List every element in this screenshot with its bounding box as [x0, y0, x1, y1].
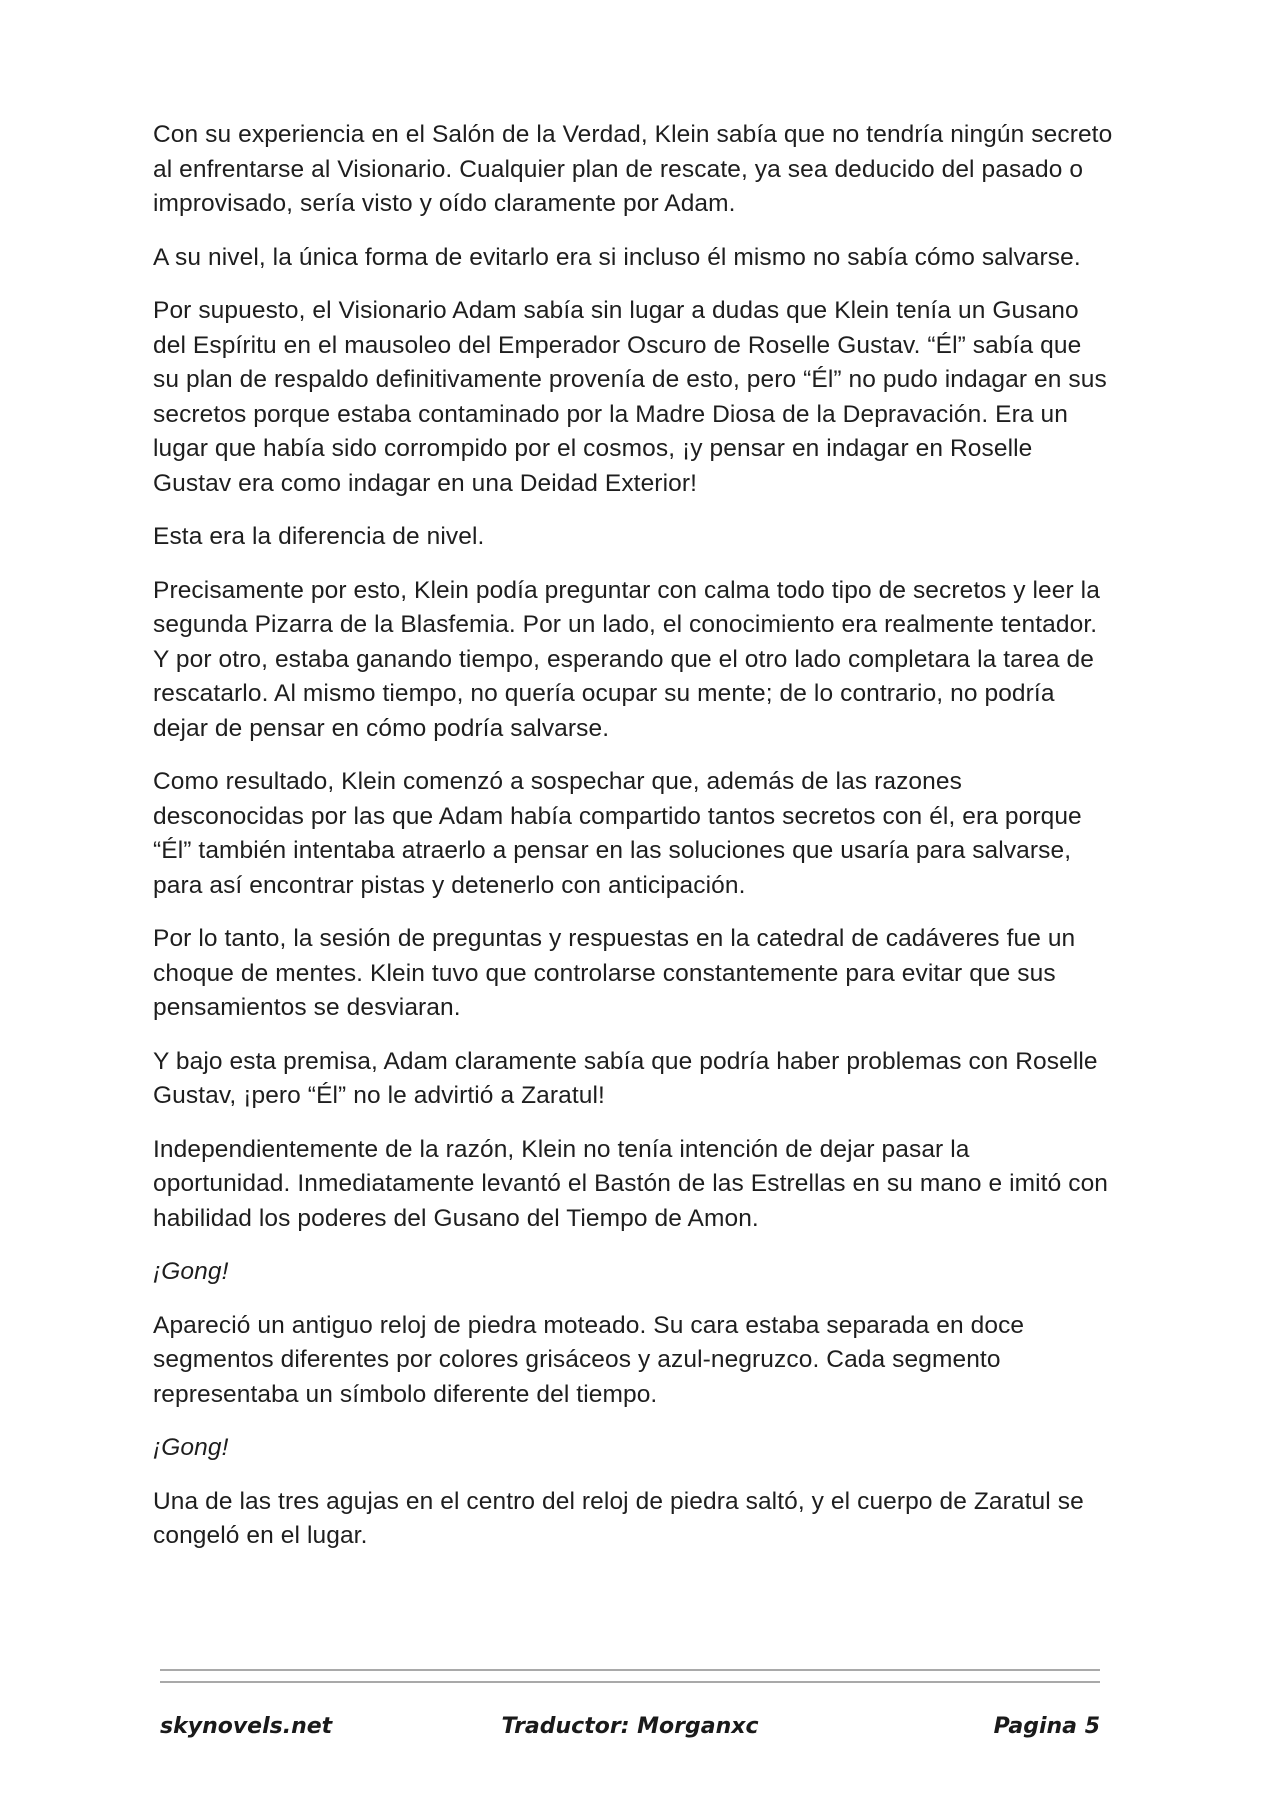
footer-divider-bottom: [160, 1681, 1100, 1683]
paragraph-7: Por lo tanto, la sesión de preguntas y respuestas en la catedral de cadáveres fue un choque de mentes. Klein tuvo que controlarse constantemente para evitar que sus pensamientos se desviaran.: [153, 925, 1076, 1021]
paragraph-5: Precisamente por esto, Klein podía preguntar con calma todo tipo de secretos y leer la segunda Pizarra de la Blasfemia. Por un lado, el conocimiento era realmente tentador. Y por otro, estaba ganando tiempo, esperando que el otro lado completara la tarea de rescatarlo. Al mismo tiempo, no quería ocupar su mente; de lo contrario, no podría dejar de pensar en cómo podría salvarse.: [153, 576, 1100, 742]
paragraph-2: A su nivel, la única forma de evitarlo era si incluso él mismo no sabía cómo salvarse.: [153, 243, 1081, 271]
paragraph-1: Con su experiencia en el Salón de la Verdad, Klein sabía que no tendría ningún secreto al enfrentarse al Visionario. Cualquier plan de rescate, ya sea deducido del pasado o improvisado, sería visto y oído claramente por Adam.: [153, 121, 1113, 217]
sound-effect-1: ¡Gong!: [153, 1258, 229, 1285]
footer-page-number: Pagina 5: [993, 1714, 1100, 1739]
paragraph-8: Y bajo esta premisa, Adam claramente sabía que podría haber problemas con Roselle Gustav, ¡pero “Él” no le advirtió a Zaratul!: [153, 1047, 1098, 1109]
paragraph-6: Como resultado, Klein comenzó a sospechar que, además de las razones desconocidas por las que Adam había compartido tantos secretos con él, era porque “Él” también intentaba atraerlo a pensar en las soluciones que usaría para salvarse, para así encontrar pistas y detenerlo con anticipación.: [153, 768, 1082, 899]
paragraph-9: Independientemente de la razón, Klein no tenía intención de dejar pasar la oportunidad. Inmediatamente levantó el Bastón de las Estrellas en su mano e imitó con habilidad los poderes del Gusano del Tiempo de Amon.: [153, 1135, 1109, 1232]
page-footer: [160, 1714, 1100, 1746]
paragraph-11: Apareció un antiguo reloj de piedra moteado. Su cara estaba separada en doce segmentos diferentes por colores grisáceos y azul-negruzco. Cada segmento representaba un símbolo diferente del tiempo.: [153, 1311, 1025, 1408]
paragraph-4: Esta era la diferencia de nivel.: [153, 523, 485, 550]
paragraph-3: Por supuesto, el Visionario Adam sabía sin lugar a dudas que Klein tenía un Gusano del Espíritu en el mausoleo del Emperador Oscuro de Roselle Gustav. “Él” sabía que su plan de respaldo definitivamente provenía de esto, pero “Él” no pudo indagar en sus secretos porque estaba contaminado por la Madre Diosa de la Depravación. Era un lugar que había sido corrompido por el cosmos, ¡y pensar en indagar en Roselle Gustav era como indagar en una Deidad Exterior!: [153, 297, 1107, 497]
footer-translator: Traductor: Morganxc: [501, 1714, 759, 1739]
paragraph-13: Una de las tres agujas en el centro del reloj de piedra saltó, y el cuerpo de Zaratul se congeló en el lugar.: [153, 1487, 1084, 1549]
sound-effect-2: ¡Gong!: [153, 1434, 229, 1461]
footer-divider-top: [160, 1669, 1100, 1671]
document-body: [153, 118, 1113, 1573]
footer-site: skynovels.net: [160, 1714, 333, 1739]
